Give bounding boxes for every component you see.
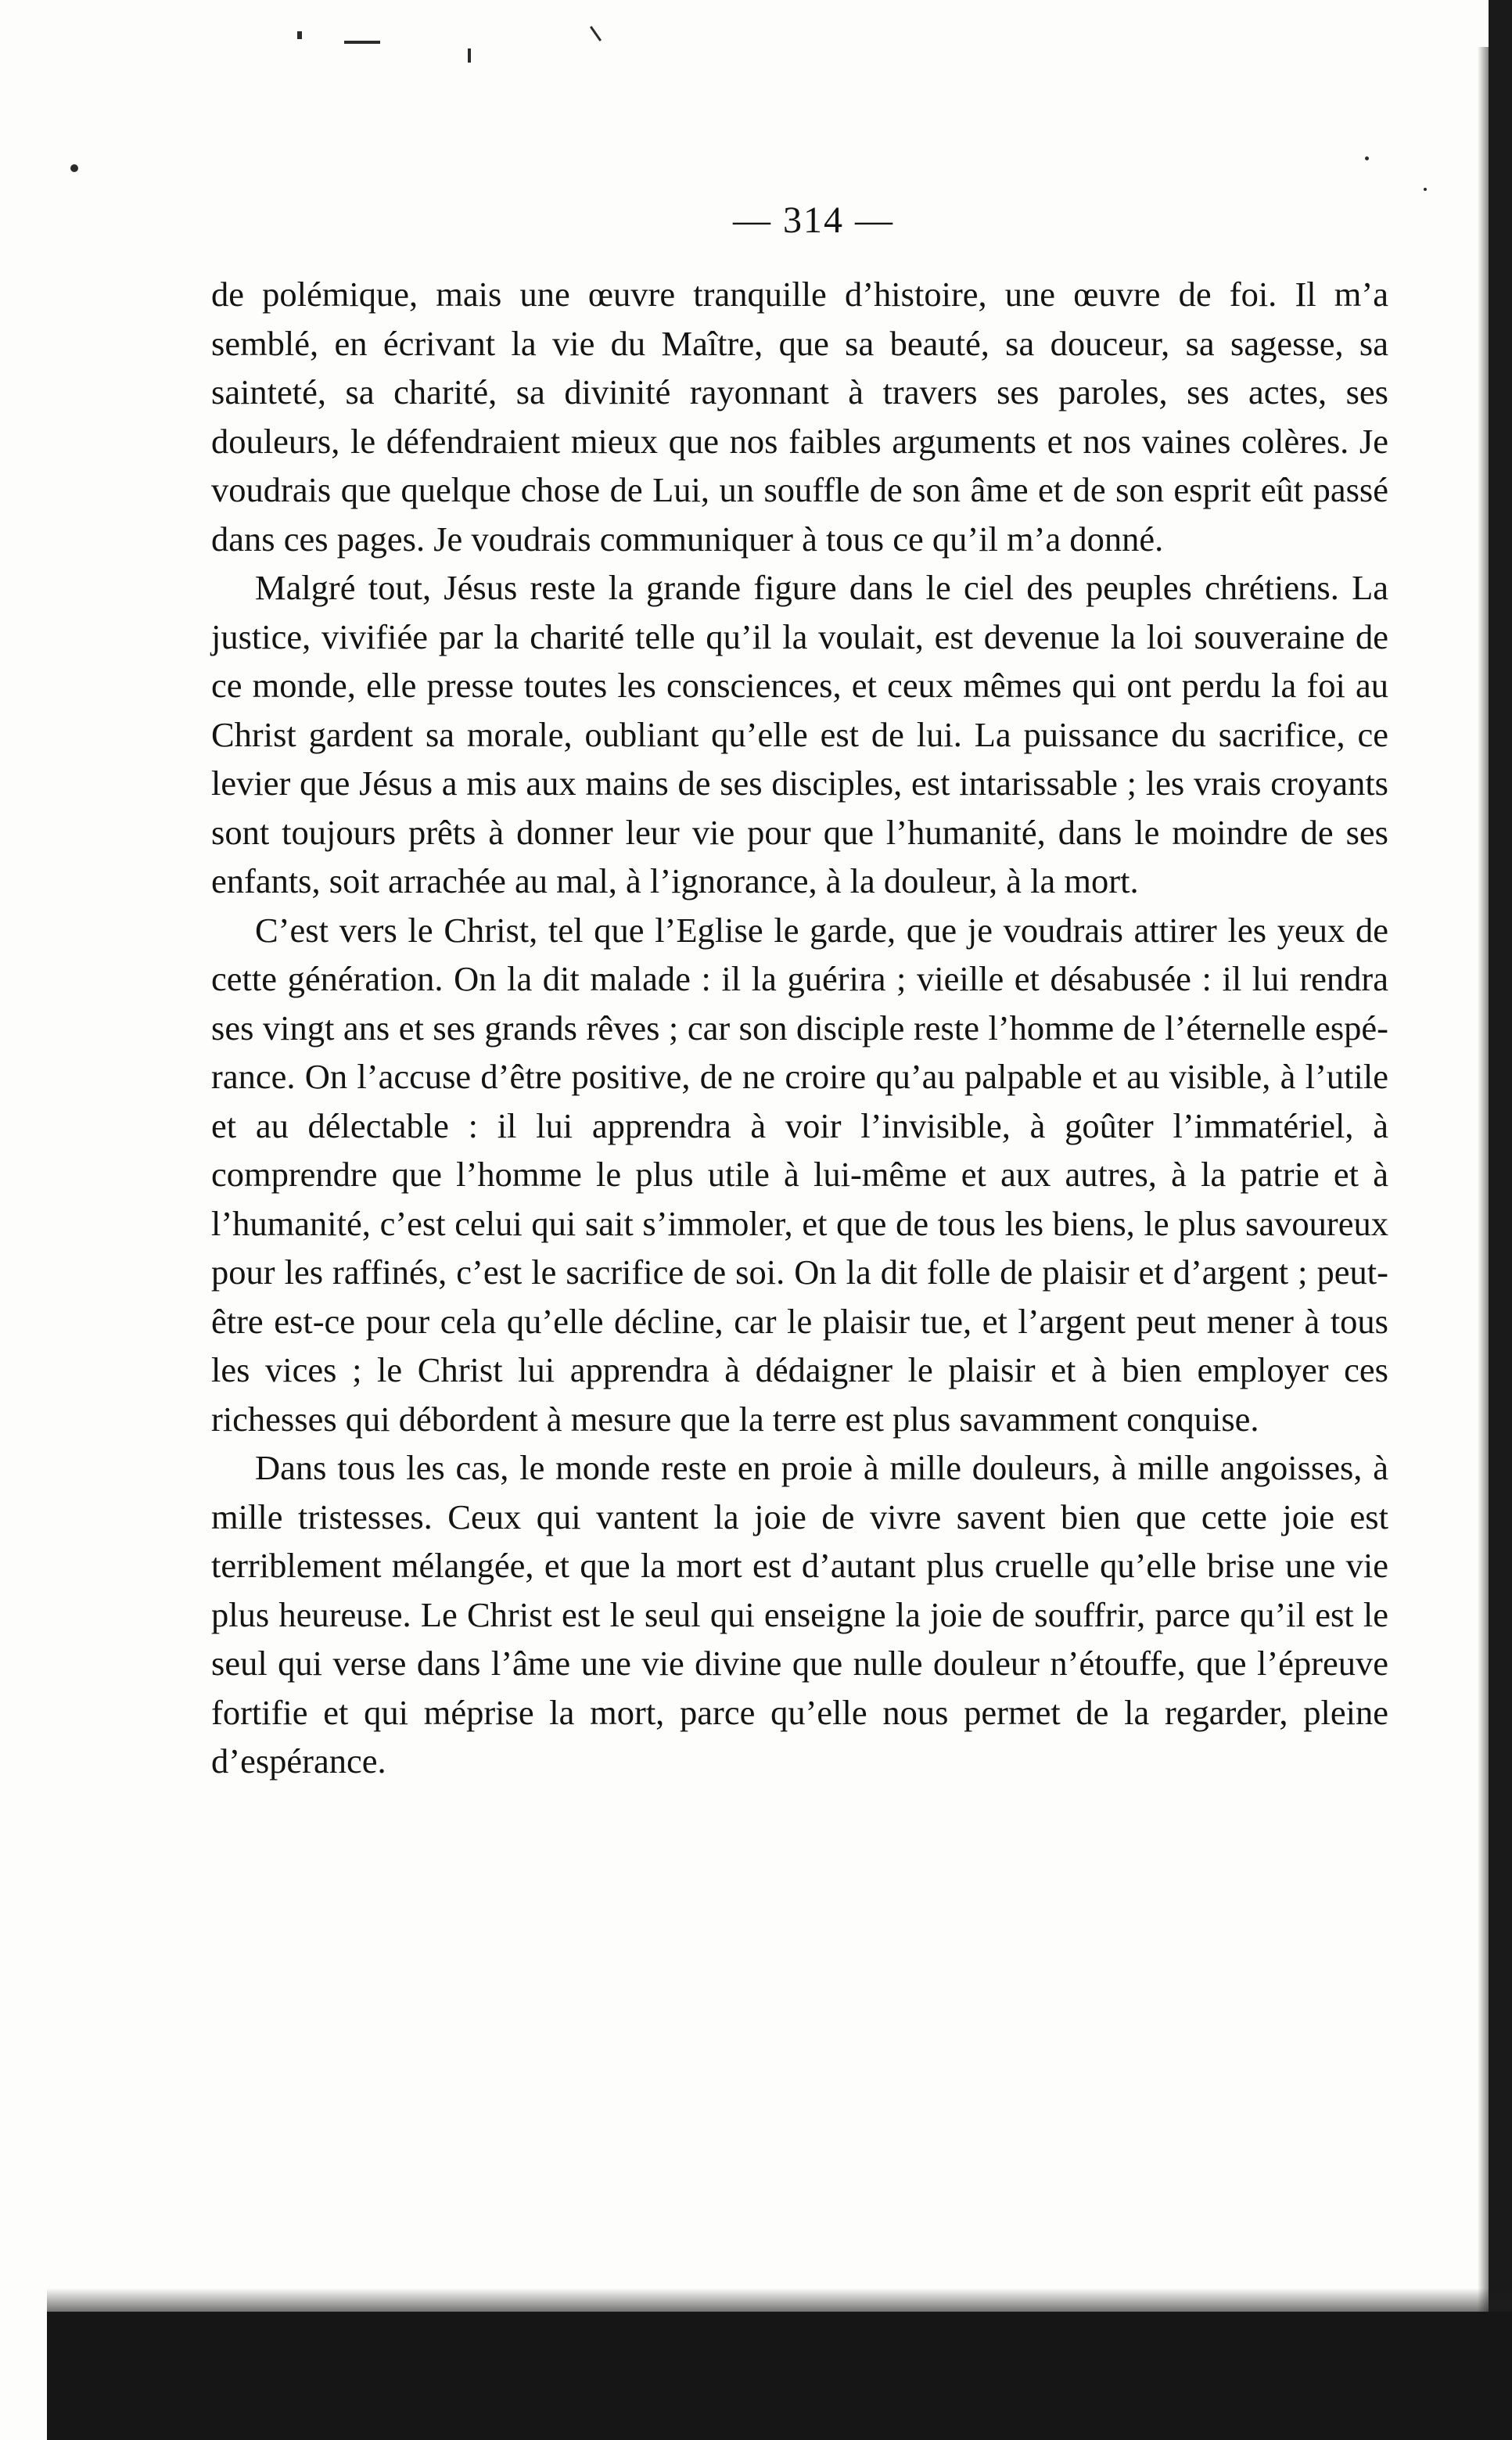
scan-speck: [590, 26, 602, 41]
page-number: — 314 —: [733, 199, 894, 241]
bottom-scan-fade: [47, 2288, 1512, 2315]
body-text: [211, 270, 1388, 1786]
scan-speck: [344, 41, 380, 44]
page-edge-shadow: [1489, 0, 1512, 2440]
scan-speck: [1365, 156, 1369, 160]
page-edge-gradient: [1478, 47, 1489, 2394]
paragraph: de polémique, mais une œuvre tranquille d’histoire, une œuvre de foi. Il m’a semblé, en écrivant la vie du Maître, que sa beauté, sa douceur, sa sagesse, sa sainteté, sa charité, sa divinité rayonnant à travers ses paroles, ses actes, ses douleurs, le défendraient mieux que nos faibles arguments et nos vaines colères. Je voudrais que quelque chose de Lui, un souffle de son âme et de son esprit eût passé dans ces pages. Je voudrais communiquer à tous ce qu’il m’a donné.: [211, 275, 1388, 559]
scan-speck: [1424, 188, 1427, 191]
paragraph: Malgré tout, Jésus reste la grande figure dans le ciel des peuples chrétiens. La justice, vivifiée par la charité telle qu’il la voulait, est devenue la loi souveraine de ce monde, elle presse toutes les consciences, et ceux mêmes qui ont perdu la foi au Christ gardent sa morale, oubliant qu’elle est de lui. La puissance du sacrifice, ce levier que Jésus a mis aux mains de ses disciples, est intarissable ; les vrais croyants sont toujours prêts à donner leur vie pour que l’humanité, dans le moindre de ses enfants, soit arrachée au mal, à l’ignorance, à la douleur, à la mort.: [211, 568, 1388, 900]
scan-speck: [70, 164, 78, 172]
bottom-scan-border: [47, 2312, 1512, 2440]
paragraph: C’est vers le Christ, tel que l’Eglise le garde, que je voudrais attirer les yeux de cette génération. On la dit malade : il la guérira ; vieille et désabusée : il lui rendra ses vingt ans et ses grands rêves ; car son disciple reste l’homme de l’éternelle espérance. On l’accuse d’être positive, de ne croire qu’au palpable et au visible, à l’utile et au délectable : il lui apprendra à voir l’invisible, à goûter l’immatériel, à comprendre que l’homme le plus utile à lui-même et aux autres, à la patrie et à l’humanité, c’est celui qui sait s’immoler, et que de tous les biens, le plus savoureux pour les raffinés, c’est le sacrifice de soi. On la dit folle de plaisir et d’argent ; peut-être est-ce pour cela qu’elle décline, car le plaisir tue, et l’argent peut mener à tous les vices ; le Christ lui apprendra à dédaigner le plaisir et à bien employer ces richesses qui débordent à mesure que la terre est plus savamment conquise.: [211, 910, 1388, 1439]
scan-speck: [468, 49, 471, 63]
scan-speck: [297, 31, 302, 39]
paragraph: Dans tous les cas, le monde reste en proie à mille douleurs, à mille angoisses, à mille tristesses. Ceux qui vantent la joie de vivre savent bien que cette joie est terriblement mélangée, et que la mort est d’autant plus cruelle qu’elle brise une vie plus heureuse. Le Christ est le seul qui enseigne la joie de souffrir, parce qu’il est le seul qui verse dans l’âme une vie divine que nulle douleur n’étouffe, que l’épreuve fortifie et qui méprise la mort, parce qu’elle nous permet de la regarder, pleine d’espérance.: [211, 1448, 1388, 1781]
